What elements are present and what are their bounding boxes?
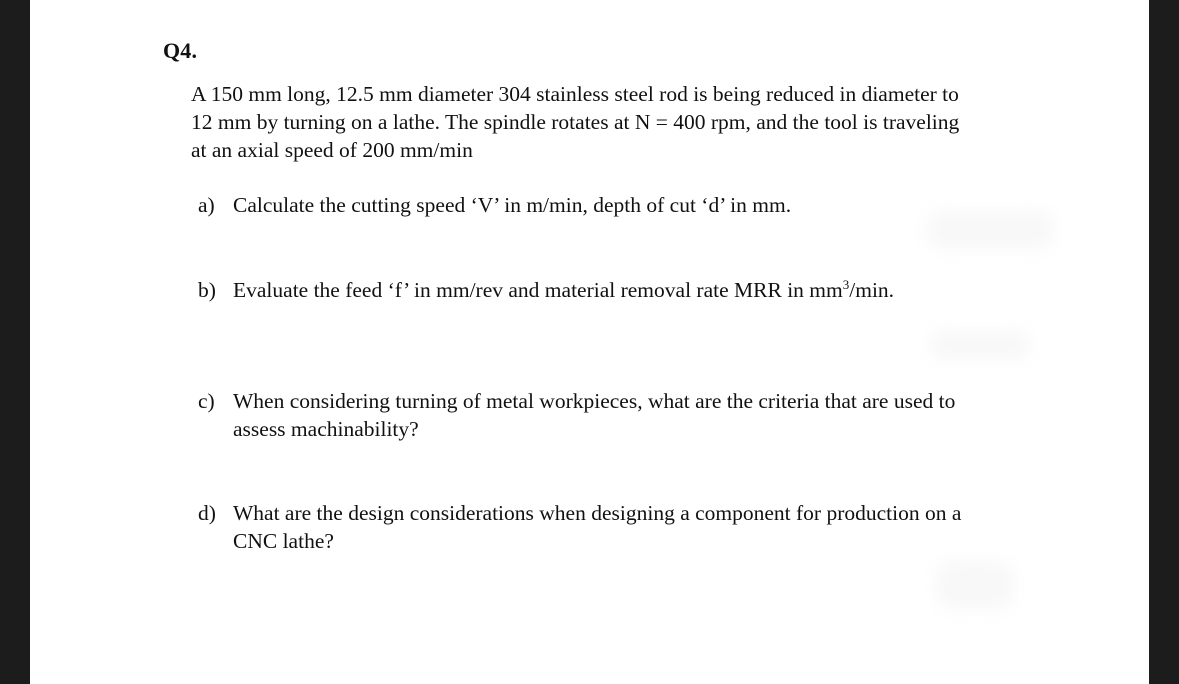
faint-bleedthrough-mark: [925, 210, 1055, 250]
part-d-line: CNC lathe?: [233, 529, 334, 553]
question-number: Q4.: [163, 38, 198, 63]
part-c-label: c): [198, 389, 215, 413]
part-a-label: a): [198, 193, 215, 217]
faint-bleedthrough-mark: [935, 560, 1015, 610]
part-b-text: [233, 276, 894, 304]
faint-bleedthrough-mark: [930, 330, 1030, 360]
part-b-text-end: /min.: [849, 278, 895, 302]
part-a-line: Calculate the cutting speed ‘V’ in m/min, depth of cut ‘d’ in mm.: [233, 193, 792, 217]
part-d-label: d): [198, 501, 216, 525]
part-b-label: b): [198, 278, 216, 302]
part-a-text: [233, 191, 791, 219]
part-d-line: What are the design considerations when designing a component for production on a: [233, 501, 962, 525]
question-intro: [191, 80, 1011, 164]
part-d-text: [233, 499, 961, 555]
part-b-superscript: 3: [842, 277, 850, 292]
document-page: [30, 0, 1149, 684]
part-b-text-main: Evaluate the feed ‘f’ in mm/rev and material removal rate MRR in mm: [233, 278, 843, 302]
part-c-line: When considering turning of metal workpieces, what are the criteria that are used to: [233, 389, 956, 413]
intro-line: A 150 mm long, 12.5 mm diameter 304 stainless steel rod is being reduced in diameter to: [191, 82, 959, 106]
intro-line: 12 mm by turning on a lathe. The spindle rotates at N = 400 rpm, and the tool is traveling: [191, 110, 960, 134]
part-c-text: [233, 387, 955, 443]
part-c-line: assess machinability?: [233, 417, 419, 441]
intro-line: at an axial speed of 200 mm/min: [191, 138, 473, 162]
